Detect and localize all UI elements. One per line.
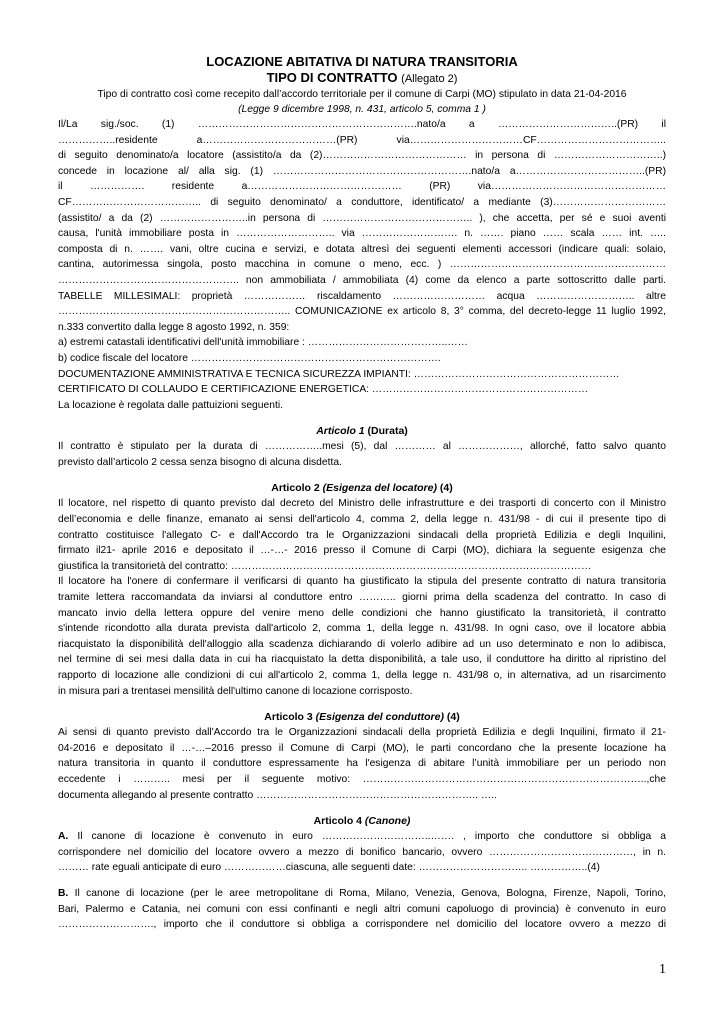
page-number: 1 bbox=[659, 962, 666, 977]
article-1-line: Il contratto è stipulato per la durata di ……………..mesi (5), dal ………… al ………………, allorché, fatto salvo quanto bbox=[58, 441, 666, 453]
article-2-line: firmato il21- aprile 2016 e depositato il …-…- 2016 presso il Comune di Carpi (MO), dichiara la seguente esigenza che bbox=[58, 545, 666, 557]
article-2-line: mancato invio della lettera oppure del venire meno delle condizioni che hanno giustificato la transitorietà, il contratto bbox=[58, 607, 666, 619]
article-3-heading: Articolo 3 (Esigenza del conduttore) (4) bbox=[264, 711, 460, 724]
article-1-heading: Articolo 1 (Durata) bbox=[316, 425, 408, 438]
article-2-line: Il locatore ha l'onere di confermare il verificarsi di quanto ha giustificato la stipula del presente contratto di natura transitoria bbox=[58, 576, 666, 588]
article-2-line: giustifica la transitorietà del contratto: …………………………………………………………………………………………… bbox=[58, 560, 592, 572]
parties-line: b) codice fiscale del locatore ………………………………………………………………. bbox=[58, 352, 441, 364]
article-4-paragraph-a-line: A. Il canone di locazione è convenuto in euro …………………………..……. , importo che conduttore si obbliga a bbox=[58, 831, 666, 843]
document-title: LOCAZIONE ABITATIVA DI NATURA TRANSITORIA bbox=[206, 54, 518, 69]
article-4-paragraph-b-line: Bari, Palermo e Catania, nei comuni con essi confinanti e negli altri comuni capoluogo di provincia) è convenuto in euro bbox=[58, 903, 666, 915]
article-2-line: Il locatore, nel rispetto di quanto previsto dal decreto del Ministro delle infrastrutture e dei trasporti di concerto con il Ministro bbox=[58, 498, 666, 510]
article-2-line: riacquistato la disponibilità dell'alloggio alla scadenza dichiarando di volerlo adibire ad un uso determinato e non lo adibisca, bbox=[58, 638, 666, 650]
parties-line: a) estremi catastali identificativi dell'unità immobiliare : …………………………………..…… bbox=[58, 337, 468, 349]
parties-line: cantina, autorimessa singola, posto macchina in comune o meno, ecc. ) ……………………………………………………… bbox=[58, 259, 666, 271]
parties-section bbox=[58, 117, 666, 413]
parties-line: ……………..residente a…………………………………(PR) via……………………………CF……………………………….. bbox=[58, 134, 666, 146]
parties-line: DOCUMENTAZIONE AMMINISTRATIVA E TECNICA SICUREZZA IMPIANTI: …………………………………………………… bbox=[58, 368, 620, 380]
subtitle-main: TIPO DI CONTRATTO bbox=[266, 70, 398, 85]
law-reference: (Legge 9 dicembre 1998, n. 431, articolo 5, comma 1 ) bbox=[238, 104, 486, 115]
parties-line: (assistito/ a da (2) ……………………..in persona di …………………………………….. ), che accetta, per sé e suoi aventi bbox=[58, 212, 666, 224]
parties-line: TABELLE MILLESIMALI: proprietà ……………… riscaldamento ……………………… acqua ……………………….. altre bbox=[58, 290, 666, 302]
article-4-paragraph-b-line: B. Il canone di locazione (per le aree metropolitane di Roma, Milano, Venezia, Genova, Bologna, Firenze, Napoli, Torino, bbox=[58, 887, 666, 899]
article-2-line: tramite lettera raccomandata da inviarsi al conduttore entro ……….. giorni prima della scadenza del contratto. In caso di bbox=[58, 592, 666, 604]
parties-line: concede in locazione al/ alla sig. (1) ………………………………………………….nato/a a………………………………..(PR) bbox=[58, 165, 666, 177]
article-2-line: in misura pari a trentasei mensilità dell'ultimo canone di locazione corrisposto. bbox=[58, 685, 413, 697]
parties-line: Il/La sig./soc. (1) ……………………………………………………….nato/a a ……………………………..(PR) il bbox=[58, 119, 666, 130]
article-3-line: 04-2016 e depositato il …-…–2016 presso il Comune di Carpi (MO), le parti concordano che la presente locazione ha bbox=[58, 742, 666, 754]
parties-line: n.333 convertito dalla legge 8 agosto 1992, n. 359: bbox=[58, 321, 290, 333]
article-2-line: s'intende ricondotto alla durata prevista dall'articolo 2, comma 1, della legge n. 431/98. In ogni caso, ove il locatore abbia bbox=[58, 623, 666, 635]
parties-line: di seguito denominato/a locatore (assistito/a da (2)…………………………………… in persona di …………………………..) bbox=[58, 150, 666, 162]
article-2-line: rapporto di locazione alle condizioni di cui all'articolo 2, comma 1, della legge n. 431/98 o, in alternativa, ad un risarcimento bbox=[58, 670, 666, 681]
article-1-line: previsto dall’articolo 2 cessa senza bisogno di alcuna disdetta. bbox=[58, 456, 342, 468]
parties-line: CF……………………………….. di seguito denominato/ a conduttore, identificato/ a mediante (3)…………………………… bbox=[58, 196, 666, 208]
article-2-heading: Articolo 2 (Esigenza del locatore) (4) bbox=[271, 482, 453, 495]
article-3-line: Ai sensi di quanto previsto dall'Accordo tra le Organizzazioni sindacali della proprietà Edilizia e degli Inquilini, firmato il 21- bbox=[58, 727, 666, 739]
article-2-line: dell’economia e delle finanze, emanato ai sensi dell'articolo 4, comma 2, della legge n. 431/98 - di cui il presente tipo di bbox=[58, 514, 666, 526]
article-2 bbox=[58, 481, 666, 699]
subtitle-note: (Allegato 2) bbox=[401, 73, 458, 85]
article-2-line: nel termine di sei mesi dalla data in cui ha riacquistato la detta disponibilità, a tale uso, il conduttore ha diritto al ripristino del bbox=[58, 654, 666, 666]
parties-line: CERTIFICATO DI COLLAUDO E CERTIFICAZIONE ENERGETICA: ……………………………………………………… bbox=[58, 384, 589, 396]
article-2-line: contratto costituisce l'allegato C- e dall'Accordo tra le Organizzazioni sindacali della proprietà Edilizia e degli Inquilini, bbox=[58, 529, 666, 541]
article-4-paragraph-b-line: ………………………., importo che il conduttore si obbliga a corrispondere nel domicilio del locatore ovvero a mezzo di bbox=[58, 919, 666, 931]
paragraph-a-label: A. bbox=[58, 831, 69, 843]
article-4-paragraph-a-line: ……… rate eguali anticipate di euro ………………ciascuna, alle seguenti date: ………………………….. ……………..(4) bbox=[58, 862, 600, 874]
parties-line: causa, l'unità immobiliare posta in ……………………….. via ………………………. n. ……. piano …… scala …… int. ….. bbox=[58, 228, 666, 240]
parties-line: …………………………………………….. non ammobiliata / ammobiliata (4) come da elenco a parte sottoscritto dalle parti. bbox=[58, 274, 666, 286]
parties-line: il ……………. residente a……………………………………… (PR) via…………………………………………… bbox=[58, 181, 666, 193]
article-3 bbox=[58, 710, 666, 803]
article-3-line: documenta allegando al presente contratto ……………………………………………………….. ….. bbox=[58, 789, 497, 801]
parties-line: La locazione è regolata dalle pattuizioni seguenti. bbox=[58, 399, 283, 411]
document-subtitle bbox=[58, 70, 666, 87]
document-body bbox=[58, 54, 666, 933]
article-4 bbox=[58, 814, 666, 933]
parties-line: composta di n. ……. vani, oltre cucina e servizi, e dotata altresì dei seguenti elementi accessori (indicare quali: solaio, bbox=[58, 243, 666, 255]
article-3-line: natura transitoria in quanto il conduttore espressamente ha l'esigenza di abitare l’unità immobiliare per un periodo non bbox=[58, 758, 666, 770]
article-4-heading: Articolo 4 (Canone) bbox=[313, 815, 411, 828]
article-1 bbox=[58, 424, 666, 470]
parties-line: ………………………………………………………….. COMUNICAZIONE ex articolo 8, 3° comma, del decreto-legge 11 luglio 1992, bbox=[58, 306, 666, 318]
paragraph-b-label: B. bbox=[58, 887, 69, 899]
article-3-line: eccedente i ……….. mesi per il seguente motivo: ………………………………………………………………………..,che bbox=[58, 773, 666, 785]
article-4-paragraph-a-line: corrispondere nel domicilio del locatore ovvero a mezzo di bonifico bancario, ovvero ……………………………………, in n. bbox=[58, 846, 666, 858]
intro-line: Tipo di contratto così come recepito dall’accordo territoriale per il comune di Carpi (MO) stipulato in data 21-04-2016 bbox=[97, 89, 627, 100]
